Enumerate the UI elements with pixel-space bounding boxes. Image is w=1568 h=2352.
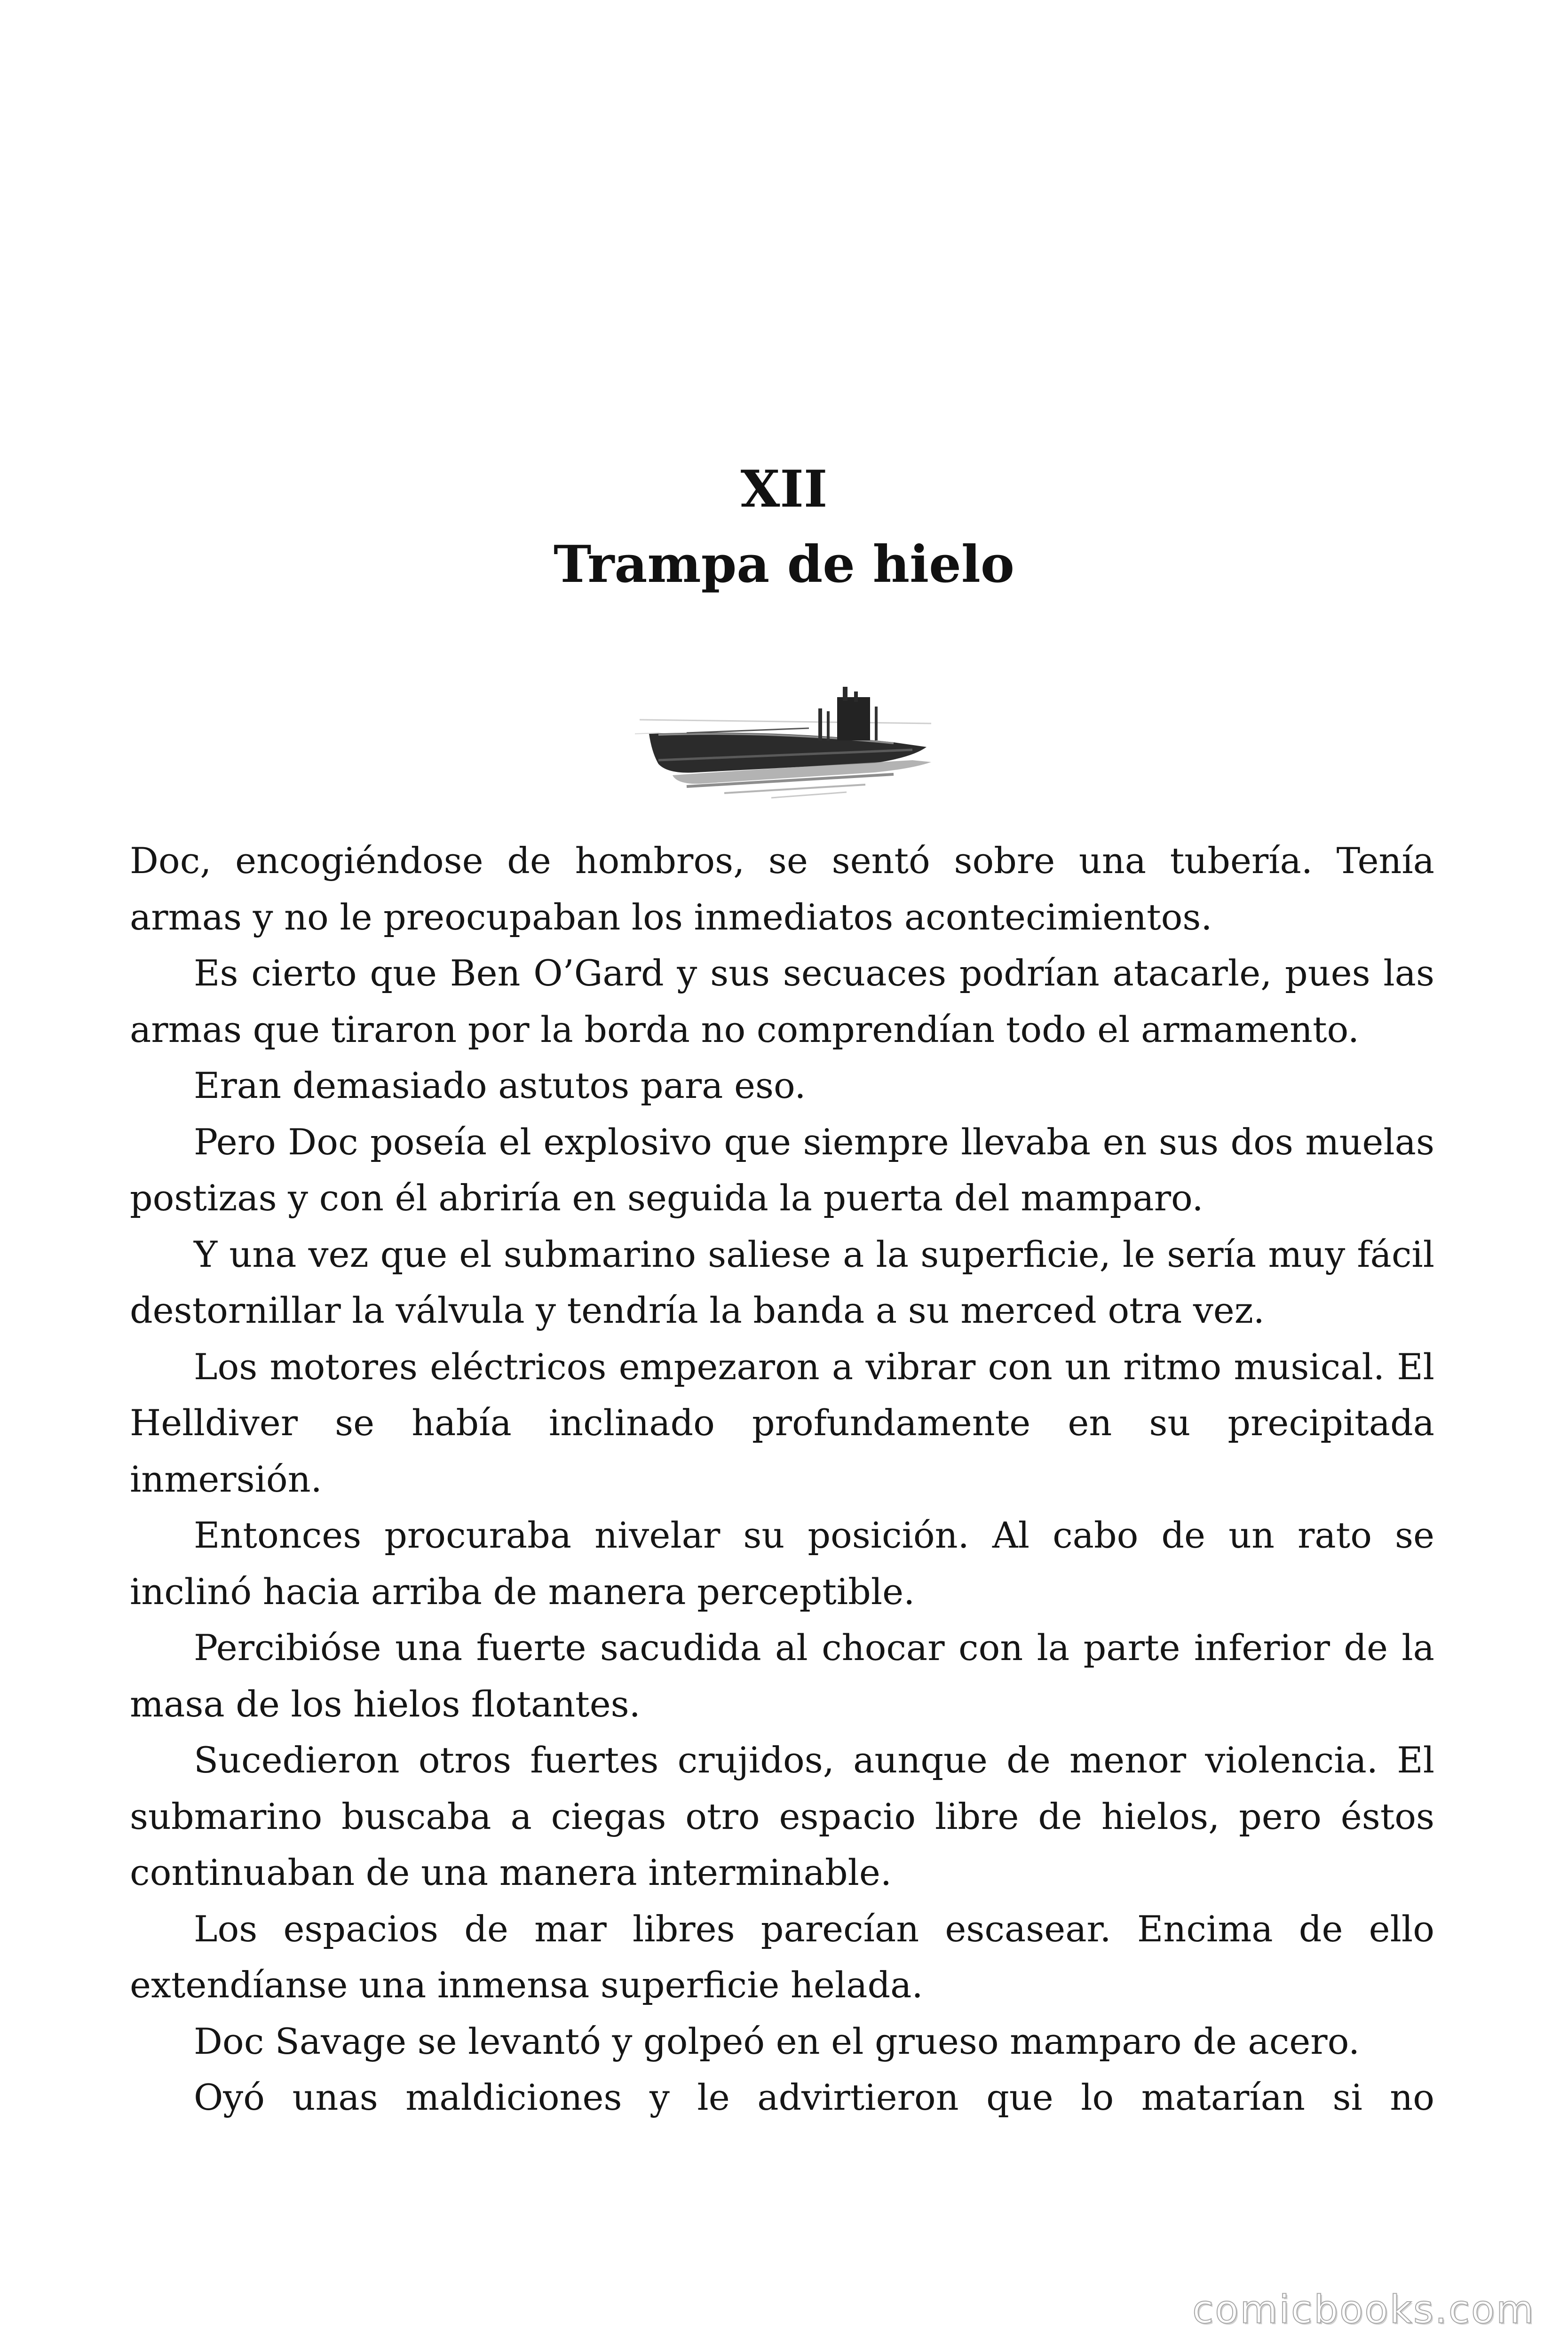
paragraph: Sucedieron otros fuertes crujidos, aunque de menor violencia. El submarino buscaba a ciegas otro espacio libre de hielos, pero éstos continuaban de una manera interminable. [130, 1739, 1434, 1893]
body-text [130, 833, 1434, 2126]
paragraph: Y una vez que el submarino saliese a la superficie, le sería muy fácil destornillar la válvula y tendría la banda a su merced otra vez. [130, 1233, 1434, 1331]
paragraph: Los espacios de mar libres parecían escasear. Encima de ello extendíanse una inmensa superficie helada. [130, 1907, 1434, 2006]
paragraph: Percibióse una fuerte sacudida al chocar con la parte inferior de la masa de los hielos flotantes. [130, 1627, 1434, 1725]
watermark: comicbooks.com [1192, 2288, 1535, 2332]
paragraph: Eran demasiado astutos para eso. [194, 1065, 806, 1106]
chapter-number: XII [740, 460, 828, 519]
paragraph: Entonces procuraba nivelar su posición. Al cabo de un rato se inclinó hacia arriba de manera perceptible. [130, 1514, 1434, 1613]
chapter-heading [0, 452, 1568, 602]
paragraph: Doc Savage se levantó y golpeó en el grueso mamparo de acero. [194, 2020, 1360, 2062]
chapter-title: Trampa de hielo [554, 535, 1014, 594]
submarine-icon [630, 663, 941, 800]
paragraph: Es cierto que Ben O’Gard y sus secuaces podrían atacarle, pues las armas que tiraron por la borda no comprendían todo el armamento. [130, 952, 1434, 1050]
paragraph: Los motores eléctricos empezaron a vibrar con un ritmo musical. El Helldiver se había inclinado profundamente en su precipitada inmersión. [130, 1345, 1434, 1500]
paragraph: Doc, encogiéndose de hombros, se sentó sobre una tubería. Tenía armas y no le preocupaban los inmediatos acontecimientos. [130, 840, 1434, 938]
paragraph: Oyó unas maldiciones y le advirtieron que lo matarían si no [194, 2076, 1434, 2118]
paragraph: Pero Doc poseía el explosivo que siempre llevaba en sus dos muelas postizas y con él abriría en seguida la puerta del mamparo. [130, 1120, 1434, 1219]
